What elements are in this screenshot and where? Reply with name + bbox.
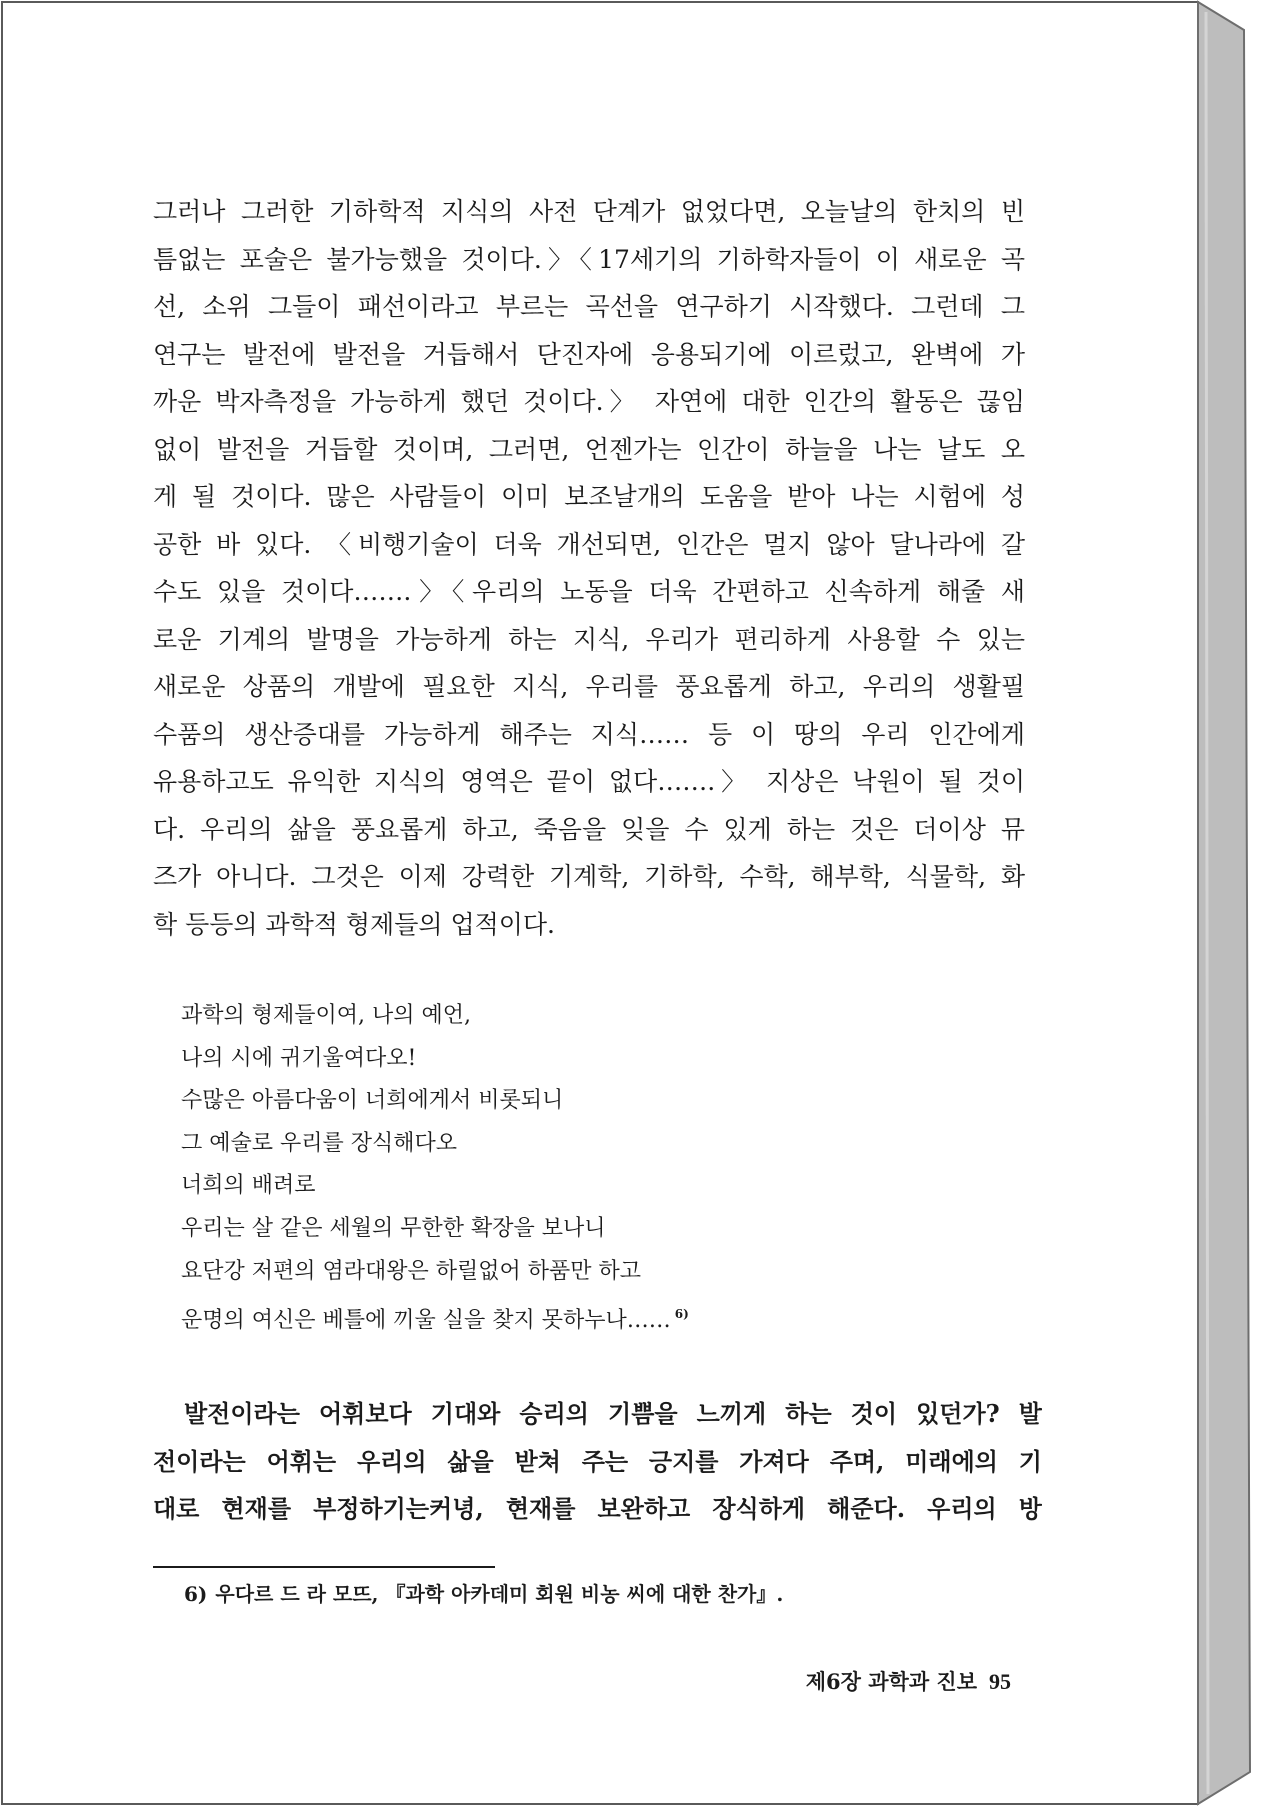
text-line: 공한 바 있다. 〈비행기술이 더욱 개선되면, 인간은 멀지 않아 달나라에 갈	[153, 529, 1025, 559]
text-line: 선, 소위 그들이 패선이라고 부르는 곡선을 연구하기 시작했다. 그런데 그	[153, 292, 1025, 321]
text-line: 그러나 그러한 기하학적 지식의 사전 단계가 없었다면, 오늘날의 한치의 빈	[153, 197, 1025, 226]
text-line: 까운 박자측정을 가능하게 했던 것이다.〉 자연에 대한 인간의 활동은 끊임	[153, 387, 1025, 416]
text-line: 다. 우리의 삶을 풍요롭게 하고, 죽음을 잊을 수 있게 하는 것은 더이상 뮤	[153, 814, 1025, 844]
footnote-reference: 6)	[674, 1307, 689, 1322]
text-line: 즈가 아니다. 그것은 이제 강력한 기계학, 기하학, 수학, 해부학, 식물학, 화	[153, 862, 1025, 891]
body-paragraph-1	[153, 188, 1025, 948]
footnote-text: 우다르 드 라 모뜨, 『과학 아카데미 회원 비농 씨에 대한 찬가』.	[215, 1582, 784, 1606]
poem-line: 과학의 형제들이여, 나의 예언,	[181, 1003, 471, 1028]
page-footer	[806, 1668, 1011, 1696]
text-line: 틈없는 포술은 불가능했을 것이다.〉〈17세기의 기하학자들이 이 새로운 곡	[153, 244, 1025, 274]
text-line: 로운 기계의 발명을 가능하게 하는 지식, 우리가 편리하게 사용할 수 있는	[153, 624, 1025, 654]
text-line: 새로운 상품의 개발에 필요한 지식, 우리를 풍요롭게 하고, 우리의 생활필	[153, 672, 1025, 701]
poem-line-last	[181, 1293, 941, 1343]
book-edge-highlight	[1206, 12, 1208, 1794]
poem-line: 수많은 아름다움이 너희에게서 비롯되니	[181, 1088, 564, 1114]
text-line: 대로 현재를 부정하기는커녕, 현재를 보완하고 장식하게 해준다. 우리의 방	[153, 1494, 1042, 1523]
text-line: 전이라는 어휘는 우리의 삶을 받쳐 주는 긍지를 가져다 주며, 미래에의 기	[153, 1446, 1042, 1476]
poem-line-text: 운명의 여신은 베틀에 끼울 실을 찾지 못하누나……	[181, 1308, 671, 1334]
footnote	[184, 1581, 783, 1607]
poem-quotation	[181, 995, 941, 1343]
poem-line: 너희의 배려로	[181, 1173, 316, 1199]
poem-line: 그 예술로 우리를 장식해다오	[181, 1130, 458, 1156]
footnote-separator	[153, 1566, 495, 1568]
text-line: 수품의 생산증대를 가능하게 해주는 지식…… 등 이 땅의 우리 인간에게	[153, 719, 1025, 749]
text-line: 없이 발전을 거듭할 것이며, 그러면, 언젠가는 인간이 하늘을 나는 날도 오	[153, 434, 1025, 464]
text-line: 수도 있을 것이다…….〉〈우리의 노동을 더욱 간편하고 신속하게 해줄 새	[153, 577, 1025, 606]
text-line: 학 등등의 과학적 형제들의 업적이다.	[153, 909, 555, 939]
text-line: 유용하고도 유익한 지식의 영역은 끝이 없다…….〉 지상은 낙원이 될 것이	[153, 767, 1025, 796]
text-line: 연구는 발전에 발전을 거듭해서 단진자에 응용되기에 이르렀고, 완벽에 가	[153, 339, 1025, 369]
text-line: 게 될 것이다. 많은 사람들이 이미 보조날개의 도움을 받아 나는 시험에 성	[153, 482, 1025, 511]
running-footer-chapter: 제6장 과학과 진보	[805, 1669, 977, 1694]
poem-line: 요단강 저편의 염라대왕은 하릴없어 하품만 하고	[181, 1258, 642, 1284]
poem-line: 우리는 살 같은 세월의 무한한 확장을 보나니	[181, 1215, 606, 1241]
body-paragraph-2	[153, 1390, 1042, 1533]
page-number: 95	[989, 1669, 1011, 1694]
poem-line: 나의 시에 귀기울여다오!	[181, 1045, 417, 1071]
footnote-number: 6)	[184, 1582, 208, 1606]
text-line: 발전이라는 어휘보다 기대와 승리의 기쁨을 느끼게 하는 것이 있던가? 발	[184, 1399, 1042, 1428]
